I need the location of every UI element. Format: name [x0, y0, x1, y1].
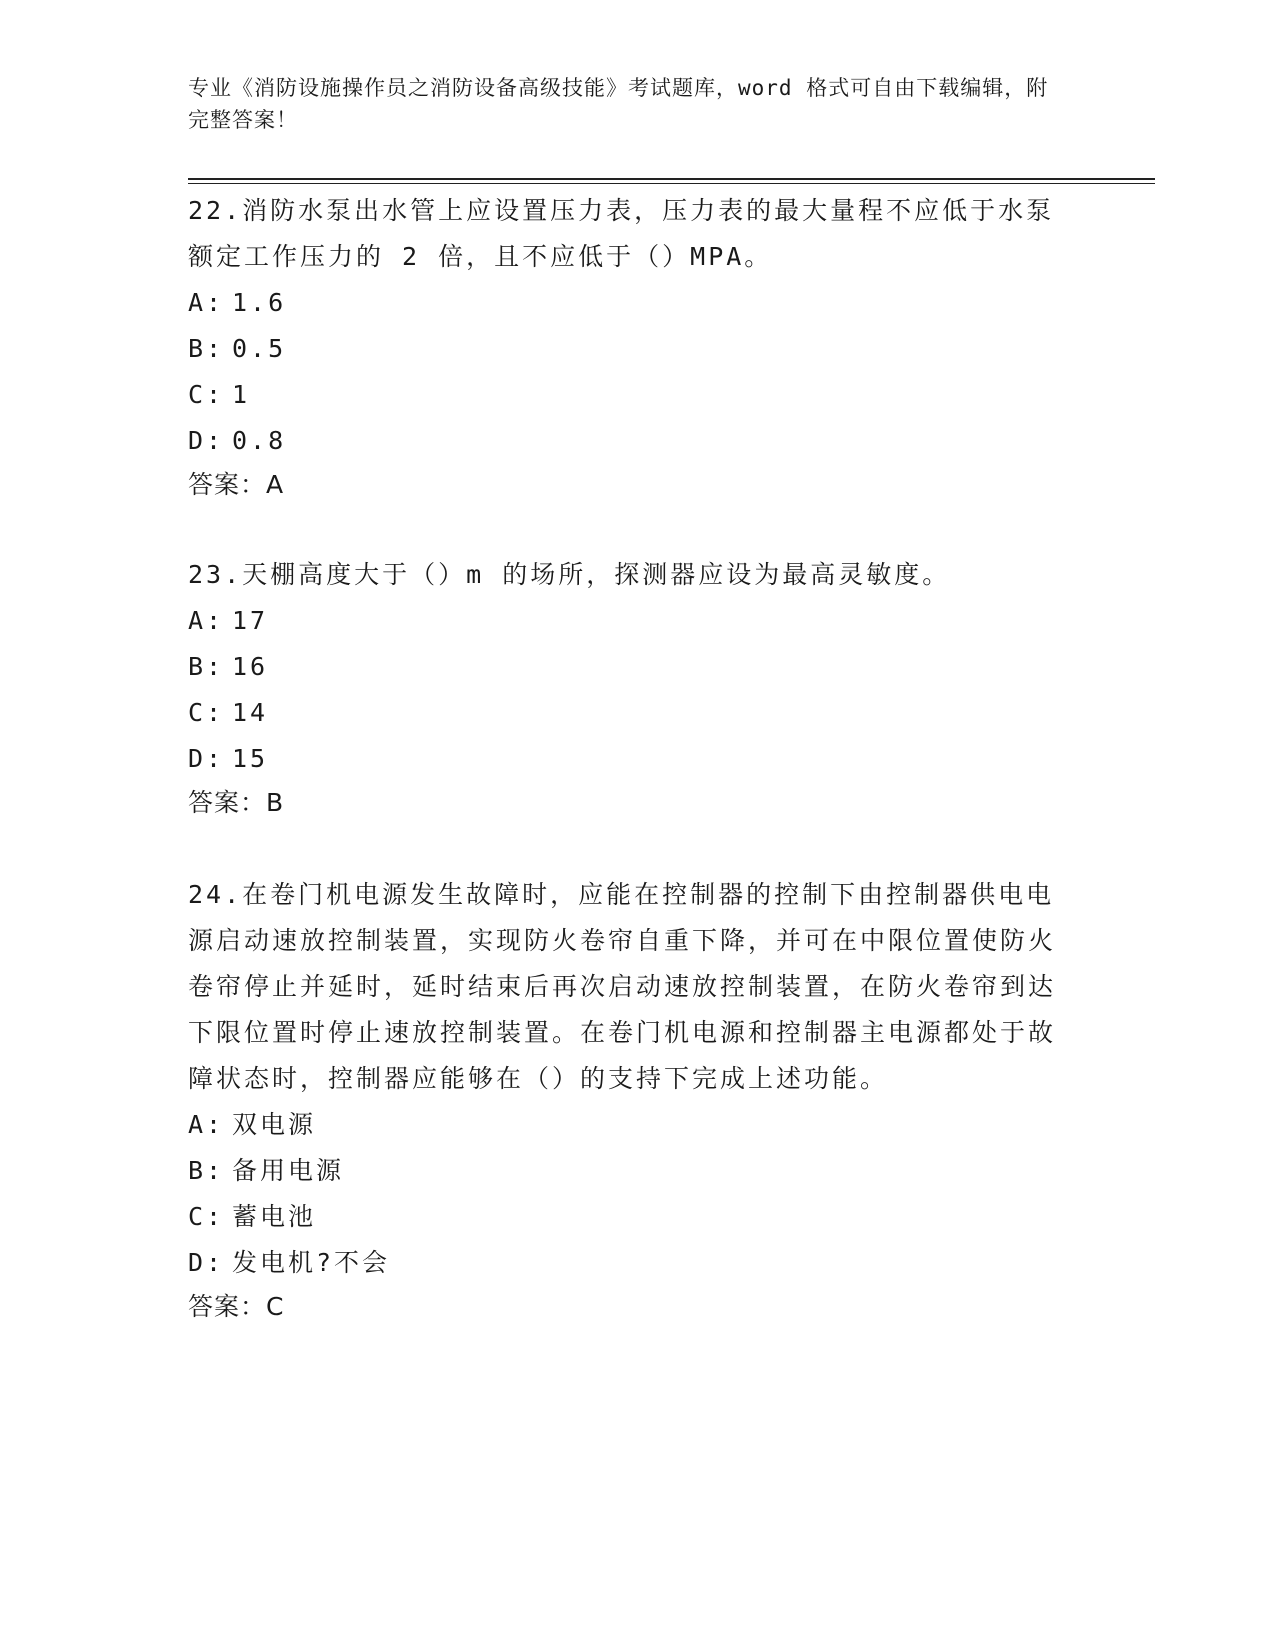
option-a	[188, 280, 1068, 326]
option-d	[188, 736, 1068, 782]
answer-line: 答案：B	[188, 788, 285, 817]
option-text: 备用电源	[232, 1156, 345, 1185]
option-letter: C:	[188, 380, 225, 409]
answer-line: 答案：A	[188, 470, 285, 499]
option-text: 14	[232, 698, 269, 727]
option-text: 0.8	[232, 426, 287, 455]
question-23	[188, 552, 1068, 824]
option-c	[188, 372, 1068, 418]
option-a	[188, 1102, 1068, 1148]
question-stem: 23.天棚高度大于（）m 的场所，探测器应设为最高灵敏度。	[188, 560, 951, 589]
option-text: 双电源	[232, 1110, 317, 1139]
option-d	[188, 418, 1068, 464]
option-letter: B:	[188, 652, 225, 681]
option-d	[188, 1240, 1068, 1286]
option-text: 17	[232, 606, 269, 635]
option-text: 发电机?不会	[232, 1248, 391, 1277]
option-b	[188, 1148, 1068, 1194]
option-b	[188, 326, 1068, 372]
option-text: 1.6	[232, 288, 287, 317]
option-letter: C:	[188, 1202, 225, 1231]
option-b	[188, 644, 1068, 690]
document-header: 专业《消防设施操作员之消防设备高级技能》考试题库，word 格式可自由下载编辑，附完整答案！	[188, 76, 1049, 132]
option-c	[188, 690, 1068, 736]
question-stem: 24.在卷门机电源发生故障时，应能在控制器的控制下由控制器供电电源启动速放控制装置，实现防火卷帘自重下降，并可在中限位置使防火卷帘停止并延时，延时结束后再次启动速放控制装置，在防火卷帘到达下限位置时停止速放控制装置。在卷门机电源和控制器主电源都处于故障状态时，控制器应能够在（）的支持下完成上述功能。	[188, 880, 1057, 1093]
option-letter: A:	[188, 606, 225, 635]
question-22	[188, 188, 1068, 506]
question-24	[188, 872, 1068, 1328]
option-letter: D:	[188, 744, 225, 773]
option-text: 0.5	[232, 334, 287, 363]
option-c	[188, 1194, 1068, 1240]
option-a	[188, 598, 1068, 644]
option-text: 15	[232, 744, 269, 773]
option-letter: B:	[188, 334, 225, 363]
option-text: 1	[232, 380, 251, 409]
option-text: 16	[232, 652, 269, 681]
option-letter: A:	[188, 1110, 225, 1139]
header-rule-thick	[188, 178, 1155, 180]
question-stem: 22.消防水泵出水管上应设置压力表，压力表的最大量程不应低于水泵额定工作压力的 2 倍，且不应低于（）MPA。	[188, 196, 1055, 271]
option-letter: A:	[188, 288, 225, 317]
option-text: 蓄电池	[232, 1202, 317, 1231]
answer-line: 答案：C	[188, 1292, 285, 1321]
option-letter: D:	[188, 1248, 225, 1277]
option-letter: B:	[188, 1156, 225, 1185]
option-letter: D:	[188, 426, 225, 455]
header-rule-thin	[188, 183, 1155, 184]
option-letter: C:	[188, 698, 225, 727]
